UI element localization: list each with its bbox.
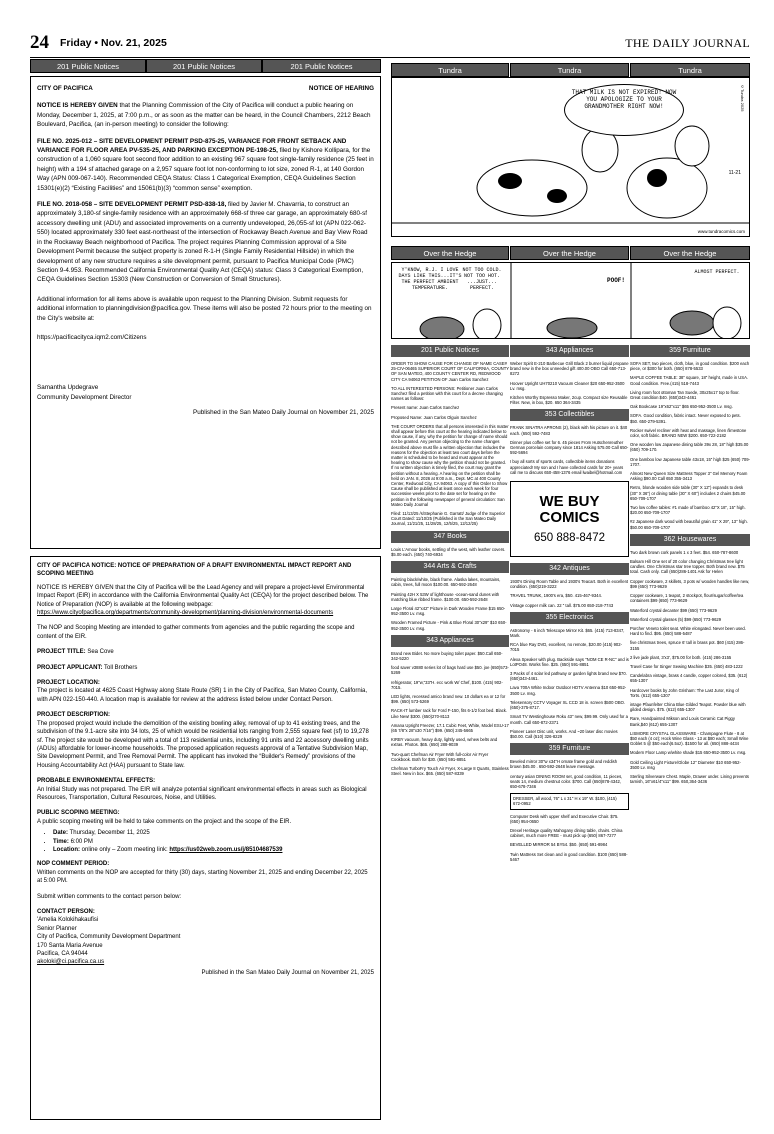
classified-ad: 3 Packs of 4 solar led pathway or garden lights brand new $70. (650)343-4461. [510,671,627,682]
masthead: THE DAILY JOURNAL [625,36,750,50]
classified-ad: One bamboo low Japanese table 43x18, 15" high $25 (650) 709-1707. [630,456,750,467]
classifieds-col-1 [391,345,509,1120]
label-contact: CONTACT PERSON: [37,909,95,915]
hedge-bubble-3: POOF! [607,277,626,284]
tab-hedge-3: Over the Hedge [630,246,750,260]
eir-intro: NOTICE IS HEREBY GIVEN that the City of Pacifica will be the Lead Agency and will prepare a project-level Environmental Impact Report (EIR) in accordance with the California Environmental Quality Act (CEQA) for the project described below. The Notice of Preparation (NOP) is available at the following webpage: [37,584,369,608]
classified-ad: SOFA. Good condition, fabric intact. Never exposed to pets. $50. 650-279-5391. [630,413,741,424]
label-applicant: PROJECT APPLICANT: [37,664,103,671]
classified-ad: One wooden low Japanese dining table 39x 28, 18" high $35.00 (650) 709-170. [630,442,749,453]
section-arts-crafts: 344 Arts & Crafts [391,561,509,573]
classified-ad: Present name: Juan Carlos Sanchez [391,405,460,411]
classified-ad: five christmas trees, spruce 6' tall in brass pot. $60 (415) 286-3155 [630,640,745,651]
classifieds-col-2 [510,345,629,1120]
classified-ad: Oak Bookcase 19"x62"x11" $65 650-952-3500 Lv. msg. [630,404,733,410]
contact-city: Pacifica, CA 94044 [37,951,88,958]
classified-ad: Two dark brown cork panels 1 x 3 feet. $54. 650-787-8600 [630,549,739,555]
tundra-date: 11-21 [728,170,741,176]
tundra-comic [391,77,750,237]
notice-kind: NOTICE OF HEARING [308,85,374,92]
contact-dept: City of Pacifica, Community Development Department [37,934,181,941]
cow-body-left [477,160,587,216]
classified-ad: Smart TV Westinghouse Roku 43" new, $99.99. Only used for a month. Call 650-872-2371 [510,714,628,725]
classified-ad: Twin Mattress Set clean and in good condition. $100 (650) 588-5467 [510,851,628,862]
classified-ad: Travel Case for Singer Sewing Machine $35. (650) 483-1222 [630,663,743,669]
classified-ad: intage Pfaunfelter China Blue Gilded Teapot. Powder blue with gilded design. $75. (612) 655-1307 [630,701,746,713]
contact-title: Senior Planner [37,925,77,932]
classified-ad: Lava 700A White Indoor Outdoor HDTV Antenna $10 650-952-3500 Lv. msg. [510,685,627,696]
project-title: Sea Cove [85,649,114,656]
contact-street: 170 Santa Maria Avenue [37,942,103,949]
classified-ad: Weber Spirit E-210 Barbecue Grill Black 2 burner liquid propane brand new in the box unneeded gift 400.00 OBO Call 650-713-8272 [510,361,629,377]
classified-ad: Copper cookware, 2 skillets, 3 pots w/ wooden handles like new, $99 (650) 773-9629 [630,578,750,589]
zoom-link[interactable]: https://us02web.zoom.us/j/85104687539 [169,846,283,853]
classified-ad: RACK-IT lumber rack for Ford F-150, fits 6-1/2 foot bed. Black. Like New! $300. (650)270-8113 [391,708,508,719]
tab-hedge-2: Over the Hedge [510,246,629,260]
classified-ad: LISMORE CRYSTAL GLASSWARE - Champagne Flute - 8 at $50 each (4 oz); Hock Wine Glass - 13 at $80 each; Small Wine Goblet 5 @ $50 each(6.5oz). $1500 for all. (650) 888-4434 [630,730,749,747]
tundra-site: www.tundracomics.com [697,229,745,234]
classified-ad: Living room foot ottoman Tan Suede, 30x25x17 top to floor. Great condition $40. (650)343-4461 [630,389,740,401]
verne-character [473,309,501,339]
cow-head-right [675,126,709,166]
ad-headline-1: WE BUY [539,493,600,511]
classified-ad: Two low coffee tables: #1 made of bamboo 42"X 18", 15" high. $20.00 650-709-1707 [630,505,746,516]
effects-text: An Initial Study was not prepared. The EIR will analyze potential significant environmental effects in areas such as Biological Resources, Transportation, Cultural Resources, Noise, and Utilities. [37,786,367,801]
classified-ad: Almost New Queen Size Mattress Topper 3" Gel Memory Foam Asking $90.00 Call 650 355-3413 [630,471,748,482]
eir-publication-line: Published in the San Mateo Daily Journal on November 21, 2025 [201,969,374,976]
project-description: The proposed project would include the demolition of the existing bowling alley, removal of up to 41 existing trees, and the subdivision of the 9.1-acre site into 34 lots, 25 of which would be residential lots ranging from 2,555 square feet (sf) to 19,278 sf. The project site would be developed with a total of 113 residential units, including 91 units and 22 accessory dwelling units (ADUs) affordable for lower-income households. The proposed application requests approval of a Tentative Subdivision Map, Site Development Permit, and Tree Removal Permit. The applicant has invoked the “Builder's Remedy” provisions of the Housing Accountability Act (HAA) pursuant to State law. [37,720,369,769]
section-antiques: 342 Antiques [510,563,629,575]
meeting-time: • Time: 6:00 PM [53,838,374,846]
classified-ad: Astronomy - 6 inch Telescope Mirror Kit. $65. (415) 713-8347, Mark. [510,627,625,639]
section-public-notices: 201 Public Notices [391,345,509,357]
hedge-comic [391,262,750,339]
tab-tundra-1: Tundra [391,63,509,77]
meeting-date: • Date: Thursday, December 11, 2025 [53,829,374,837]
scoping-text: A public scoping meeting will be held to take comments on the project and the scope of the EIR. [37,818,292,825]
classified-ad: TO ALL INTERESTED PERSONS: Petitioner Juan Carlos Sanchez filed a petition with this court for a decree changing names as follows: [391,385,503,402]
classified-ad: Louis L'Amour books, settling of the west, with leather covers. $5.00 each. (650) 740-6934 [391,546,506,557]
we-buy-comics-ad [510,481,629,557]
classified-ad: refrigerator, 19"w,"33"H. ecc work W/ Chef, $100. (415) 902-7015. [391,679,503,690]
classified-ad: Drexel Heritage quality Mahogany dining table, chairs. China cabinet, much more FREE - must pick up (650) 867-7277 [510,827,623,839]
rj-character [420,317,464,339]
classified-ad: Waterford crystal decanter $99 (650) 773-9629 [630,607,717,613]
file-2-title: FILE NO. 2018-058 – SITE DEVELOPMENT PERMIT PSD-838-18, [37,201,227,209]
tab-public-notices-2: 201 Public Notices [146,59,262,73]
boxed-ad-dresser: DRESSER, all wood, 76" L x 31" H x 19" W. $100, (415) 672-0952 [510,793,629,809]
file-1-text: filed by Kishore Kollipara, for the construction of a 1,060 square foot second floor addition to an existing 967 square foot single-family residence (25 feet in height) with a 194 sf attached garage on a 2,957 square foot lot non-conforming to lot size, zoned R-1, at 140 Gordon Way (APN 009-067-140). Recommended CEQA Status: Class 1 Categorical Exemption, CEQA Guidelines Section 15301(e)(2) “Existing Facilities” and 15061(b)(3) “common sense” exemption. [37,147,374,192]
section-furniture: 359 Furniture [630,345,750,357]
tab-hedge-1: Over the Hedge [391,246,509,260]
classified-ad: TRAVEL TRUNK, 1900's era, $50. 415-467-9344. [510,593,602,599]
classified-ad: Gold Ceiling Light Fixture/Globe 12" Diameter $10 650-952-3500 Lv. msg [630,759,741,770]
info-text: Additional information for all items above is available upon request to the Planning Division. Submit requests for additional information to planningdivision@pacifica.gov. These items will also be posted 72 hours prior to the meeting on the City's website at: [37,295,372,322]
signer-title: Community Development Director [37,393,132,401]
page-header [30,32,750,58]
section-appliances-2: 343 Appliances [510,345,629,357]
classified-ad: LED lights, recessed amico brand new. 10 dollars ea or 12 for $99. (650) 573-5269 [391,693,506,705]
eir-purpose: The NOP and Scoping Meeting are intended to gather comments from agencies and the public regarding the scope and content of the EIR. [37,625,355,640]
section-electronics: 355 Electronics [510,612,629,624]
classified-ad: Filed: 11/13/25 /s/Stephanie G. Garratt/ Judge of the Superior Court Dated: 11/10/25 (Published in the San Mateo Daily Journal, 11/21/25, 11/28/25, 12/5/25, 12/12/25) [391,511,505,527]
classified-ad: Rare, Handpainted Mikson and Louis Ceramic Cat Piggy Bank,$40 (612) 655-1307 [630,716,735,727]
classified-ad: #2 Japanese dark wood with beautiful grain 41" X 29", 13" high. $50.00 650-709-1707 [630,519,748,530]
classified-ad: Wooden Framed Picture - Pink & Blue Floral 30"x29" $10 650-952-3500 Lv. msg. [391,620,507,631]
classified-ad: Pioneer Laser Disc unit, works. And ~20 laser disc movies $50.00. Call (510) 326-8229 [510,728,618,739]
notice-intro: that the Planning Commission of the City of Pacifica will conduct a public hearing on Monday, December 1, 2025, at 7:00 p.m., or as soon as the matter can be heard, in the Council Chambers, 2212 Beach Boulevard, Pacifica, (an in-person meeting) to consider the following: [37,102,371,129]
classified-ad: KIRBY vacuum, heavy duty, lightly used, w/new belts and extras. Photos. $65. (650) 288-9039 [391,737,498,748]
classified-ad: SOFA SET, two pieces, cloth, blue, in good condition. $200 each piece, or $300 for both. (650) 878-5533 [630,361,750,372]
label-scoping: PUBLIC SCOPING MEETING: [37,810,120,817]
contact-email[interactable]: akoloki@ci.pacifica.ca.us [37,959,105,966]
classified-ad: Dinner plus coffee set for 6. 45 pieces From Hutschenreuther German porcelain company since 1814 Asking 575.00 Call 650-592-5694 [510,439,629,456]
classified-ad: Vintage copper milk can. 22 " tall. $75.00 650-218-7743 [510,602,614,608]
classified-ad: Sterling Silverware Chest. Maple, Drawer under. Lining prevents tarnish, 16"x61/4"x11" $99. 650,364-3436 [630,773,749,785]
tab-tundra-2: Tundra [510,63,629,77]
meeting-location: • Location: online only – Zoom meeting link: https://us02web.zoom.us/j/85104687539 [53,846,374,854]
classifieds-col-3 [630,345,750,1120]
section-books: 347 Books [391,531,509,543]
issue-date: Friday • Nov. 21, 2025 [60,37,167,49]
hedge-bubble-4: ALMOST PERFECT. [694,269,740,275]
classified-ad: Copper cookware, 1 teapot, 2 stockpot, flour/sugar/coffee/tea containers $99 (650) 773-9629 [630,593,744,604]
tundra-credit: ©Tundra 2025 [740,84,745,112]
notice-org: CITY OF PACIFICA [37,85,93,92]
classified-ad: FRANK SINATRA APRONS (2), black with his picture on it. $40 each. (650) 592-7483 [510,425,628,436]
label-location: PROJECT LOCATION: [37,680,100,687]
hedge-bubble-1: Y'KNOW, R.J. I LOVE DAYS LIKE THIS...IT'S THE PERFECT AMBIENT TEMPERATURE. [398,267,462,291]
classified-ad: Hardcover books by John Grisham: The Last Juror, King of Torts. (612) 655-1307 [630,687,739,698]
classified-ad: BEVELLED MIRROR 54 BY54. $50. (650) 591-8984 [510,842,608,848]
eir-title: CITY OF PACIFICA NOTICE: NOTICE OF PREPARATION OF A DRAFT ENVIRONMENTAL IMPACT REPORT AND SCOPING MEETING [37,563,352,578]
file-2-text: filed by Javier M. Chavarria, to construct an approximately 3,180-sf single-family residence with an approximately 668-sf three car garage, an approximately 680-sf accessory dwelling unit (ADU) and associated improvements on a currently undeveloped, 26,055-sf lot (APN 022-062-550) located approximately 330 feet east-northeast of the intersection of Rockaway Beach Avenue and Bay View Road in the Rockaway Beach neighborhood of Pacifica. The project requires Planning Commission approval of a Site Development Permit because the subject property is zoned R-1-H (Single Family Residential Hillside) in which the development of any new structure requires a site development permit, pursuant to Pacifica Municipal Code (PMC) Section 9-4.953. Recommended California Environmental Quality Act (CEQA) status: Class 3 Categorical Exemption, CEQA Guidelines Section 15303 (New Construction or Conversion of Small Structures). [37,201,368,284]
section-furniture-2: 359 Furniture [510,743,629,755]
classified-ad: Two-quart Chefman Air Fryer With full-color Air Fryer Cookbook. Both for $30. (650) 591-8851 [391,751,489,762]
classified-ad: Painting 42H X 53W of lighthouse -ocean-sand dunes with matching blue ribbed frame. $100.00. 650-592-2648 [391,591,500,602]
file-1-title: FILE NO. 2025-012 – SITE DEVELOPMENT PERMIT PSD-875-25, VARIANCE FOR FRONT SETBACK AND VARIANCE FOR FLOOR AREA PV-535-25, AND PARKING EXCEPTION PE-198-25, [37,137,347,155]
ad-phone: 650 888-8472 [534,532,605,545]
submit-text: Submit written comments to the contact person below: [37,893,182,900]
classified-ad: Painting black/white, black frame. Alaska lakes, mountains, cabin, trees, full moon $100.00. 650-592-2648 [391,577,501,588]
classified-ad: Proposed Name: Juan Carlos Olguin Sanchez [391,414,477,420]
classified-ad: Large Floral 42"x42" Picture in Dark Wooden Frame $15 650-952-3500 Lv. msg. [391,605,506,617]
section-collectibles: 353 Collectibles [510,409,629,421]
notice-lead: NOTICE IS HEREBY GIVEN [37,102,118,110]
classified-ad: MAPLE COFFEE TABLE: 38" square, 18" height, made in USA. Good condition. Free.(415) 518-7443 [630,375,749,386]
label-effects: PROBABLE ENVIRONMENTAL EFFECTS: [37,778,156,785]
tundra-speech-bubble: THAT MILK IS NOT EXPIRED! NOW YOU APOLOGIZE TO YOUR GRANDMOTHER RIGHT NOW! [564,84,684,136]
classified-ad: Amana Upright Freezer, 17.1 Cubic Feet, White, Model ESU-17 (65 7/8"x 28"x30 7/16") $99. (650) 245-5665 [391,722,509,733]
label-nop-period: NOP COMMENT PERIOD: [37,861,110,868]
classified-ad: Chefman TurboFry Touch Air Fryer, X-Large 8 Quarts, Stainless Steel. New in box. $65. (650) 587-8339 [391,765,509,777]
page-number: 24 [30,32,49,53]
classified-ad: Beveled mirror 30"w x34"H ornate frame gold and reddish brown $45.00 . 650-592-2648 leave message. [510,759,618,770]
classified-ad: Modern Floor Lamp w/white shade $15 650-952-3500 Lv. msg. [630,750,747,756]
tab-tundra-3: Tundra [630,63,750,77]
ad-headline-2: COMICS [539,509,600,527]
classified-ad: THE COURT ORDERS that all persons interested in this matter shall appear before this court at the hearing indicated below to show cause, if any, why the petition for change of name should not be granted. Any person objecting to the name changes described above must file a written objection that includes the reasons for the objection at least two court days before the matter is scheduled to be heard and must appear at the hearing to show cause why the petition should not be granted. If no written objection is timely filed, the court may grant the petition without a hearing. A hearing on the petition shall be held on JAN. 8, 2026 at 9:00 a.m., Dept. MC at 400 County Center, Redwood City, CA 94063. A copy of this Order to Show Cause shall be published at least once each week for four successive weeks prior to the date set for hearing on the petition in the following newspaper of general circulation: San Mateo Daily Journal [391,423,509,507]
classified-ad: Waterford crystal glasses (5) $99 (650) 773-9629 [630,616,722,622]
label-description: PROJECT DESCRIPTION: [37,712,111,719]
classified-ad: ORDER TO SHOW CAUSE FOR CHANGE OF NAME CASE# 25-CIV-06465 SUPERIOR COURT OF CALIFORNIA, COUNTY OF SAN MATEO, 400 COUNTY CENTER RD, REDWOOD CITY CA 94063 PETITION OF Juan Carlos Sanchez [391,361,509,382]
label-project-title: PROJECT TITLE: [37,649,86,656]
classified-ad: Kitchen Worthy Espresso Maker, 2cup. Compact size Reusable Filter. New, in box, $20. 650 364-3435 [510,395,628,406]
classified-ad: Retro, blonde wooden side table (30" X 12") expands to desk (30" X 36") or dining table (30" X 60") includes 2 chairs $45.00 650-709-1707 [630,485,746,501]
classified-ad: RCA blue Ray DVD, excellent, no remote, $20.00 (415) 902-7015 [510,642,622,653]
project-applicant: Toll Brothers [102,664,138,671]
project-location: The project is located at 4625 Coast Highway along State Route (SR) 1 in the City of Pacifica, San Mateo County, California, with APN 022-150-440. A location map is available for review at the address listed below under Contact Person. [37,688,368,703]
classified-ad: Candelabra vintage, brass 4 candle, copper colored, $35. (612) 655-1307 [630,673,748,684]
notice-eir [30,556,381,1120]
tab-public-notices-1: 201 Public Notices [30,59,146,73]
notice-hearing [30,76,381,549]
classified-ad: Computer Desk with upper shelf and Executive Chair. $75. (650) 954-0650 [510,813,619,824]
classified-ad: Balsam Hill One set of 20 color changing Christmas tree light candles. One Christmas star tree topper. Both brand new. $75 total. Cash only. Call (650)286-1401 Ask for Helen [630,559,745,575]
classified-ad: food saver v3880 series lot of bags hard use $50. joe (650)573-5269 [391,665,509,676]
classified-ad: century asian DINING ROOM set, good condition, 11 pieces, seats 14, medium chestnut color. $700. Call (650)878-4342, 650-678-7346 [510,773,623,789]
classified-ad: 1930's Dining Room Table and 1930's Teacart. Both in excellent condition. (650)219-3222 [510,579,629,590]
publication-line: Published in the San Mateo Daily Journal on November 21, 2025 [193,409,374,417]
contact-name: 'Amelia Kolokihakaufisi [37,917,99,924]
nop-link[interactable]: https://www.cityofpacifica.org/departments/community-development/planning-division/environmental-documents [37,610,334,617]
nop-period: Written comments on the NOP are accepted for thirty (30) days, starting November 21, 2025 and ending December 22, 2025 at 5:00 PM. [37,869,368,885]
classified-ad: Telesensory CCTV Voyager XL CCD 18 in. screen $500 OBO. (650)-375-8717. [510,699,626,711]
classified-ad: I buy all sorts of sports cards, collectible items donations appreciated! My son and I have collected cards for 20+ years call me to discuss 650-458-1376 email lwaibel@hotmail.com [510,459,624,475]
classified-ad: Alexa Speaker with plug. Backside says "NOM CE R-NC" and is LotPO48. Works fine. $25. (650) 591-8851 [510,656,629,667]
classified-ad: Brand new Bidet. No more buying toilet paper. $50.Call 650-342-5220 [391,650,503,661]
hedge-bubble-2: NOT TOO COLD. NOT TOO HOT. ...JUST... PERFECT. [462,267,502,291]
section-appliances: 343 Appliances [391,635,509,647]
classified-ad: 2 live jade plant, 3'x3', $75.00 for both. (415) 286-3155 [630,654,732,660]
classified-ad: Rocker swivel recliner with heat and massage, linen /limestone color, soft fabric. BRAND NEW $200. 650-722-2182 [630,427,747,439]
city-url[interactable]: https://pacificacityca.iqm2.com/Citizens [37,333,147,341]
section-housewares: 362 Housewares [630,534,750,546]
classified-ad: Hoover Upright UH70210 Vacuum Cleaner $20 650-952-3500 Lv. msg. [510,380,625,391]
signer-name: Samantha Updegrave [37,384,99,392]
cow-body-right [627,158,707,218]
tab-public-notices-3: 201 Public Notices [262,59,381,73]
classified-ad: Porcher Veneto toilet seat. White elongated. Never been used. Hard to find. $95. (650) 588-5487 [630,625,746,637]
